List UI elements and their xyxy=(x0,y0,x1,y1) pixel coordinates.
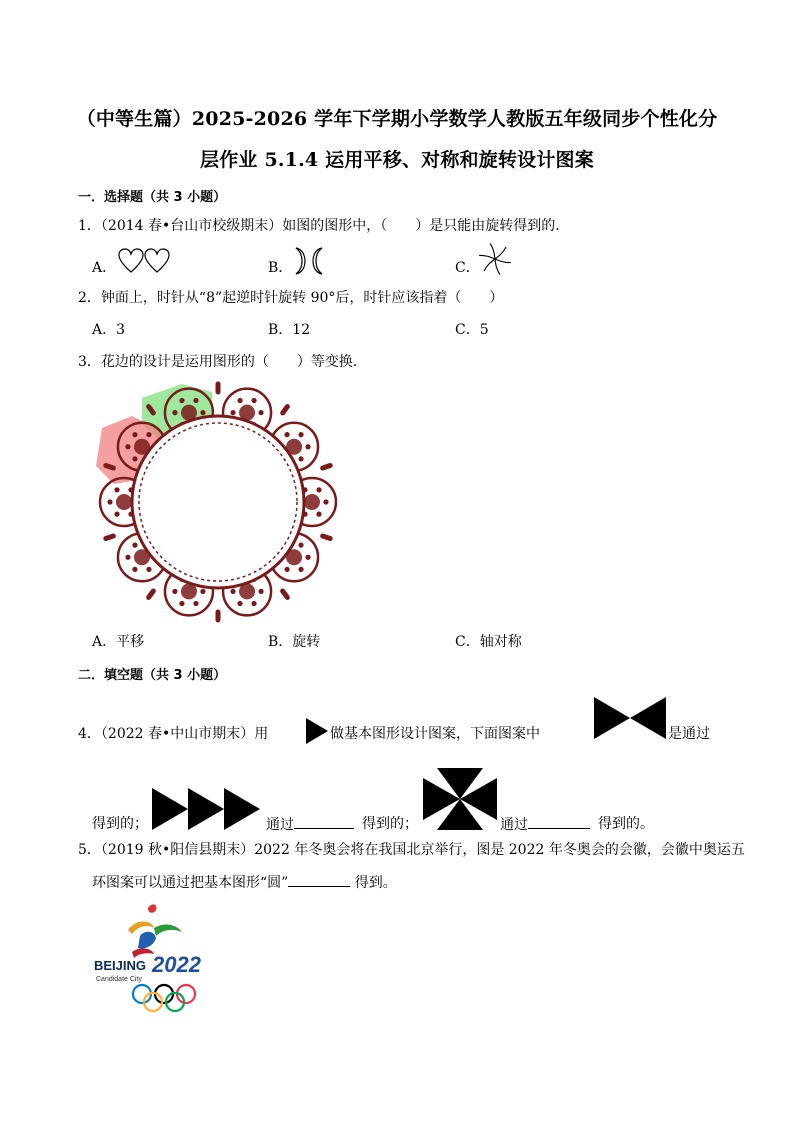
lace-petal-dot xyxy=(316,487,321,492)
q4-through-label-2: 通过 xyxy=(500,817,528,833)
lace-petal-dot xyxy=(132,432,137,437)
lace-petal-dot xyxy=(132,567,137,572)
lace-petal-dot xyxy=(125,444,130,449)
question-5-line-2 xyxy=(92,872,397,893)
option-2a: A．3 xyxy=(92,322,126,338)
lace-petal-dot xyxy=(230,410,235,415)
question-4-part-8: 得到的。 xyxy=(598,816,654,832)
lace-leaf-tip xyxy=(323,466,331,468)
option-1c-label: C． xyxy=(455,260,480,276)
lace-petal-dot xyxy=(179,398,184,403)
lace-leaf-tip xyxy=(149,591,154,597)
lace-petal-dot xyxy=(114,512,119,517)
option-2c: C．5 xyxy=(455,322,489,338)
lace-leaf-tip xyxy=(106,466,114,468)
lace-petal-dot xyxy=(132,456,137,461)
lace-petal-dot xyxy=(146,567,151,572)
lace-petal-dot xyxy=(193,601,198,606)
bowtie-pattern-icon xyxy=(594,697,666,739)
lace-petal-dot xyxy=(146,432,151,437)
beijing-2022-candidate-logo xyxy=(92,900,216,1012)
pinwheel-swirl-icon xyxy=(480,244,510,274)
lace-petal-dot xyxy=(230,589,235,594)
lace-petal-dot xyxy=(200,589,205,594)
lace-flower-motif xyxy=(116,494,132,510)
option-1b-label: B． xyxy=(268,260,293,276)
q5-text-after-blank: 得到。 xyxy=(354,875,397,891)
document-title-line-1: （中等生篇）2025-2026 学年下学期小学数学人教版五年级同步个性化分 xyxy=(76,108,718,130)
option-1a-label: A． xyxy=(92,260,117,276)
back-to-back-crescents-icon xyxy=(294,246,324,276)
option-3a: A．平移 xyxy=(92,634,145,650)
question-4-part-1: 4．（2022 春•中山市期末）用 xyxy=(78,726,269,742)
option-3c: C．轴对称 xyxy=(455,634,522,650)
lace-petal-dot xyxy=(284,567,289,572)
olympic-rings-icon xyxy=(133,985,195,1011)
lace-petal-dot xyxy=(237,601,242,606)
question-3-text: 3．花边的设计是运用图形的（ ）等变换． xyxy=(78,354,367,370)
lace-petal-dot xyxy=(114,487,119,492)
section-heading-choice: 一．选择题（共 3 小题） xyxy=(78,190,227,205)
lace-petal-dot xyxy=(132,543,137,548)
q4-answer-blank-2[interactable] xyxy=(528,814,590,829)
lace-petal-dot xyxy=(323,499,328,504)
four-triangle-cross-icon xyxy=(423,768,497,830)
question-5-line-1: 5．（2019 秋•阳信县期末）2022 年冬奥会将在我国北京举行，图是 2022 年冬奥会的会徽，会徽中奥运五 xyxy=(78,842,745,858)
question-4-part-7-with-blank xyxy=(500,814,590,835)
question-4-part-3: 是通过 xyxy=(668,726,710,742)
q5-text-before-blank: 环图案可以通过把基本图形“圆” xyxy=(92,875,289,891)
lace-petal-dot xyxy=(258,410,263,415)
lace-petal-dot xyxy=(200,410,205,415)
lace-petal-dot xyxy=(305,444,310,449)
lace-petal-dot xyxy=(284,432,289,437)
lace-petal-dot xyxy=(298,432,303,437)
lace-petal-dot xyxy=(179,601,184,606)
question-4-part-6: 得到的； xyxy=(362,816,418,832)
question-4-part-4: 得到的； xyxy=(92,816,148,832)
lace-petal-dot xyxy=(298,567,303,572)
option-3b: B．旋转 xyxy=(268,634,321,650)
dancing-figure-emblem xyxy=(128,904,182,958)
logo-word-beijing: BEIJING xyxy=(94,958,147,973)
lace-leaf-tip xyxy=(323,536,331,538)
lace-petal-dot xyxy=(298,456,303,461)
lace-petal-dot xyxy=(258,589,263,594)
lace-petal-dot xyxy=(251,601,256,606)
question-2-text: 2．钟面上，时针从“8”起逆时针旋转 90°后，时针应该指着（ ） xyxy=(78,290,504,306)
section-heading-fill-blank: 二．填空题（共 3 小题） xyxy=(78,668,227,683)
lace-petal-dot xyxy=(298,543,303,548)
lace-petal-dot xyxy=(125,555,130,560)
lace-petal-dot xyxy=(172,410,177,415)
logo-subtitle: Candidate City xyxy=(96,976,142,983)
two-hearts-icon xyxy=(118,248,172,274)
lace-flower-motif xyxy=(304,494,320,510)
lace-petal-dot xyxy=(305,555,310,560)
q5-answer-blank[interactable] xyxy=(288,872,350,887)
lace-petal-dot xyxy=(237,398,242,403)
lace-border-ornament-image xyxy=(92,378,342,624)
lace-leaf-tip xyxy=(106,536,114,538)
lace-petal-dot xyxy=(251,398,256,403)
right-triangle-base-shape-icon xyxy=(306,718,328,744)
lace-petal-dot xyxy=(107,499,112,504)
lace-leaf-tip xyxy=(283,407,288,413)
question-4-part-2: 做基本图形设计图案，下面图案中 xyxy=(330,726,540,742)
lace-leaf-tip xyxy=(283,591,288,597)
lace-petal-dot xyxy=(172,589,177,594)
three-triangles-row-icon xyxy=(152,788,264,830)
logo-year: 2022 xyxy=(152,952,201,977)
question-1-text: 1．（2014 春•台山市校级期末）如图的图形中，（ ）是只能由旋转得到的． xyxy=(78,218,570,234)
document-title-line-2: 层作业 5.1.4 运用平移、对称和旋转设计图案 xyxy=(200,149,594,171)
q4-answer-blank-1[interactable] xyxy=(294,814,354,829)
q4-through-label-1: 通过 xyxy=(266,817,294,833)
option-2b: B．12 xyxy=(268,322,311,338)
lace-petal-dot xyxy=(316,512,321,517)
lace-petal-dot xyxy=(193,398,198,403)
question-4-part-5-with-blank xyxy=(266,814,354,835)
